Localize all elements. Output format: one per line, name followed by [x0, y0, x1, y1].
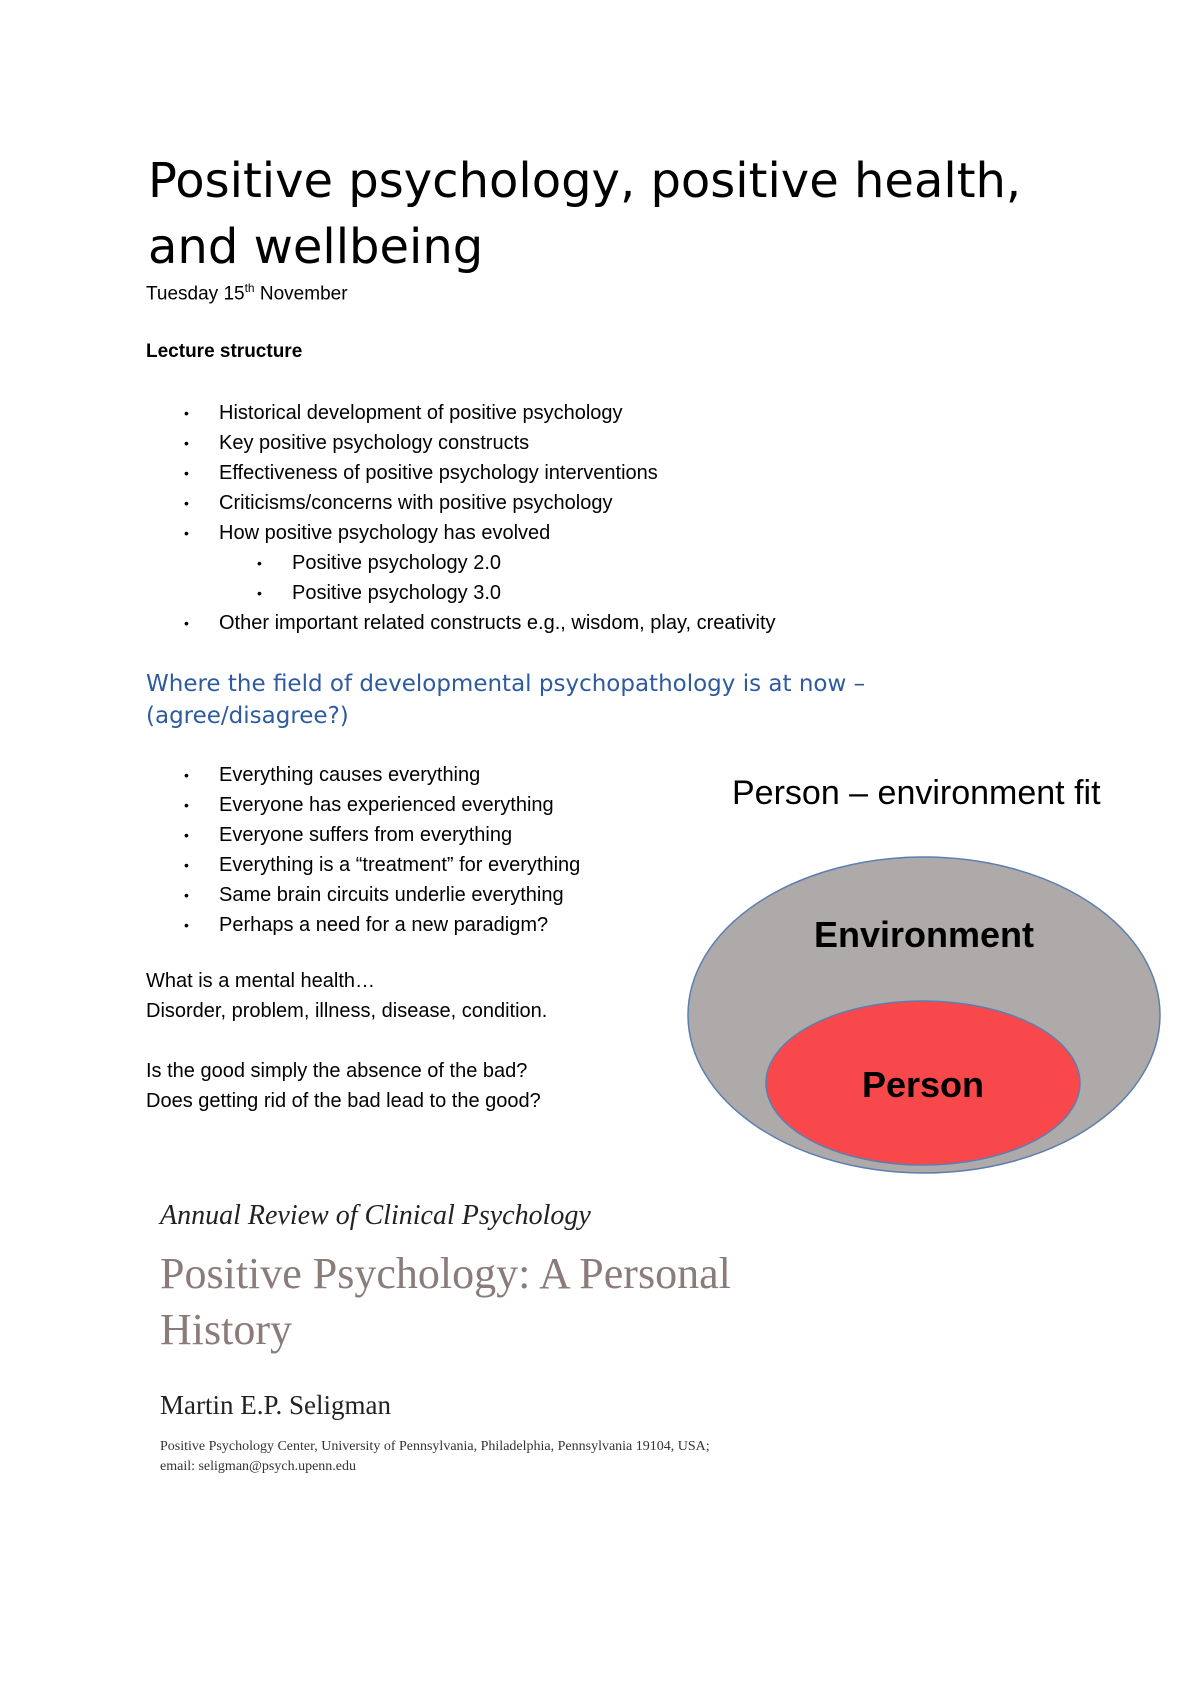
- list-item-text: Historical development of positive psychology: [219, 402, 623, 424]
- journal-name: Annual Review of Clinical Psychology: [160, 1200, 591, 1231]
- list-item-text: Perhaps a need for a new paradigm?: [219, 914, 549, 936]
- list-item: [184, 398, 776, 428]
- bullet-icon: •: [257, 555, 262, 571]
- article-excerpt: [160, 1200, 800, 1477]
- list-item: [184, 880, 580, 910]
- list-item-text: Effectiveness of positive psychology interventions: [219, 462, 658, 484]
- diagram-title: Person – environment fit: [732, 774, 1101, 812]
- list-item: [184, 488, 776, 518]
- bullet-icon: •: [184, 797, 189, 813]
- list-item-text: Positive psychology 2.0: [292, 552, 502, 574]
- bullet-icon: •: [184, 767, 189, 783]
- list-item-text: How positive psychology has evolved: [219, 522, 551, 544]
- bullet-icon: •: [184, 857, 189, 873]
- list-item: [184, 820, 580, 850]
- sub-list-item: [219, 578, 776, 608]
- article-author: Martin E.P. Seligman: [160, 1390, 391, 1420]
- list-item-text: Everyone suffers from everything: [219, 824, 513, 846]
- list-item: [184, 428, 776, 458]
- list-item-text: Everyone has experienced everything: [219, 794, 554, 816]
- bullet-icon: •: [184, 525, 189, 541]
- lecture-date: [146, 281, 348, 305]
- list-item-text: Everything is a “treatment” for everything: [219, 854, 581, 876]
- list-item: [184, 608, 776, 638]
- section-heading: Where the field of developmental psychopathology is at now – (agree/disagree?): [146, 671, 866, 729]
- list-item: [184, 458, 776, 488]
- bullet-icon: •: [184, 827, 189, 843]
- question-line: Is the good simply the absence of the bad?: [146, 1060, 528, 1082]
- bullet-icon: •: [184, 435, 189, 451]
- field-status-list: [184, 760, 581, 940]
- mental-health-question: [146, 966, 547, 1026]
- date-month: November: [254, 283, 348, 305]
- bullet-icon: •: [184, 465, 189, 481]
- bullet-icon: •: [257, 585, 262, 601]
- bullet-icon: •: [184, 495, 189, 511]
- environment-label: Environment: [813, 914, 1035, 955]
- list-item: [184, 760, 580, 790]
- lecture-structure-list: [184, 398, 776, 638]
- article-affiliation: [160, 1437, 800, 1477]
- person-label: Person: [861, 1064, 985, 1105]
- page-title: Positive psychology, positive health, and wellbeing: [148, 153, 1022, 275]
- question-line: Does getting rid of the bad lead to the good?: [146, 1090, 541, 1112]
- good-bad-questions: [146, 1056, 541, 1116]
- question-line: Disorder, problem, illness, disease, condition.: [146, 1000, 548, 1022]
- question-line: What is a mental health…: [146, 970, 375, 992]
- bullet-icon: •: [184, 405, 189, 421]
- person-environment-diagram: [680, 760, 1180, 1190]
- list-item-text: Same brain circuits underlie everything: [219, 884, 564, 906]
- list-item-text: Key positive psychology constructs: [219, 432, 530, 454]
- list-item: [184, 910, 580, 940]
- bullet-icon: •: [184, 917, 189, 933]
- affiliation-line: Positive Psychology Center, University of Pennsylvania, Philadelphia, Pennsylvania 19104, USA;: [160, 1439, 710, 1454]
- list-item-text: Other important related constructs e.g., wisdom, play, creativity: [219, 612, 776, 634]
- list-item: [184, 850, 581, 880]
- bullet-icon: •: [184, 615, 189, 631]
- sub-list-item: [219, 548, 776, 578]
- bullet-icon: •: [184, 887, 189, 903]
- list-item: [184, 518, 776, 548]
- date-ordinal: th: [244, 281, 255, 295]
- list-item: [184, 790, 580, 820]
- article-title: Positive Psychology: A Personal History: [160, 1249, 731, 1354]
- diagram-svg: [680, 760, 1180, 1190]
- lecture-structure-heading: Lecture structure: [146, 341, 303, 362]
- date-day: Tuesday 15: [146, 283, 245, 305]
- author-email: email: seligman@psych.upenn.edu: [160, 1459, 357, 1474]
- list-item-text: Everything causes everything: [219, 764, 481, 786]
- list-item-text: Positive psychology 3.0: [292, 582, 502, 604]
- list-item-text: Criticisms/concerns with positive psychology: [219, 492, 613, 514]
